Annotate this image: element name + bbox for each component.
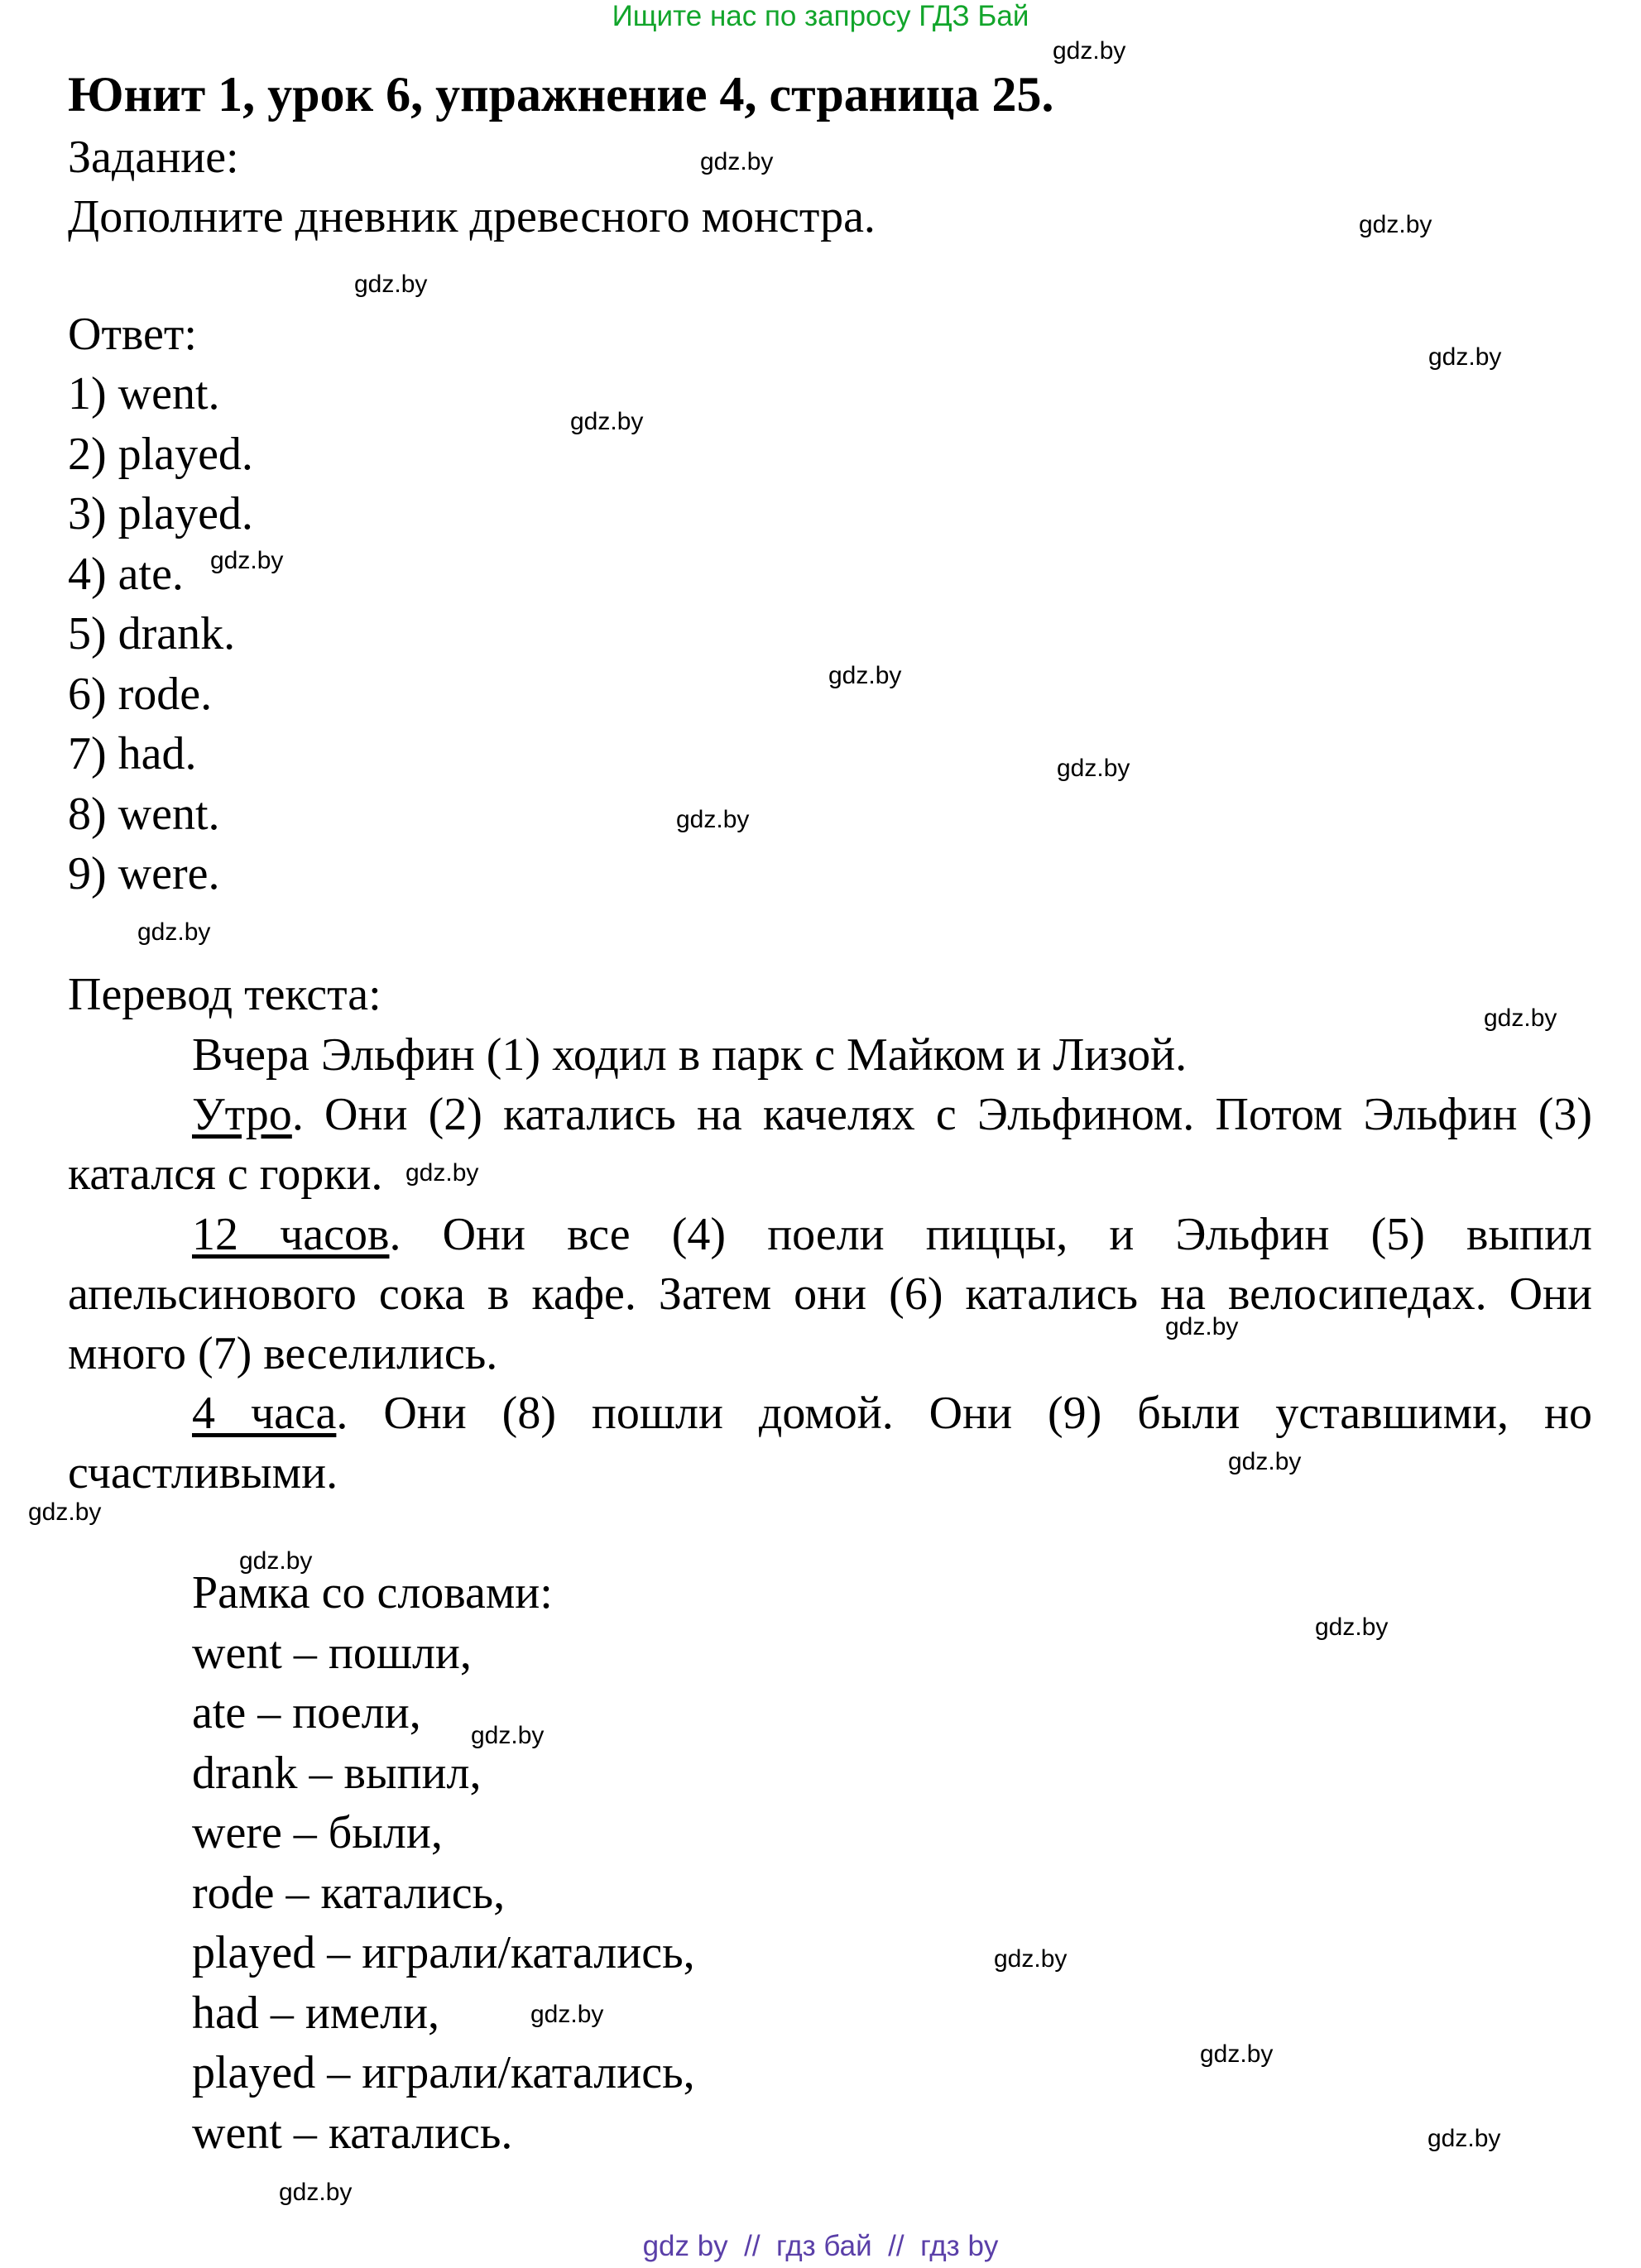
watermark: gdz.by	[1228, 1448, 1302, 1475]
translation-paragraph-2	[68, 1085, 1592, 1204]
watermark: gdz.by	[210, 547, 284, 574]
answer-item: 7) had.	[68, 728, 197, 779]
task-label: Задание:	[68, 132, 239, 183]
wordbox-label: Рамка со словами:	[192, 1567, 553, 1618]
watermark: gdz.by	[137, 918, 211, 946]
watermark: gdz.by	[1053, 37, 1126, 65]
watermark: gdz.by	[994, 1945, 1068, 1973]
watermark: gdz.by	[239, 1547, 313, 1575]
footer-separator: //	[888, 2230, 904, 2262]
watermark: gdz.by	[1428, 343, 1502, 371]
watermark: gdz.by	[1359, 211, 1432, 238]
watermark: gdz.by	[1165, 1313, 1239, 1340]
watermark: gdz.by	[1427, 2125, 1501, 2152]
translation-paragraph-3	[68, 1205, 1592, 1383]
answer-item: 3) played.	[68, 488, 253, 539]
wordbox-item: rode – катались,	[192, 1868, 506, 1919]
watermark: gdz.by	[471, 1722, 545, 1749]
wordbox-item: ate – поели,	[192, 1687, 421, 1738]
wordbox-item: were – были,	[192, 1807, 443, 1858]
translation-paragraph-4	[68, 1383, 1592, 1503]
time-noon: 12 часов	[192, 1209, 390, 1260]
watermark: gdz.by	[354, 271, 428, 298]
answer-item: 4) ate.	[68, 549, 184, 600]
watermark: gdz.by	[1315, 1613, 1389, 1641]
watermark: gdz.by	[700, 148, 774, 175]
watermark: gdz.by	[530, 2001, 604, 2028]
watermark: gdz.by	[828, 662, 902, 689]
watermark: gdz.by	[1057, 755, 1130, 782]
answer-item: 1) went.	[68, 368, 220, 420]
watermark: gdz.by	[570, 408, 644, 435]
time-four: 4 часа	[192, 1388, 337, 1439]
wordbox-item: played – играли/катались,	[192, 2047, 695, 2098]
wordbox-item: drank – выпил,	[192, 1748, 482, 1799]
paragraph-text: . Они (2) катались на качелях с Эльфином. Потом Эльфин (3) катался с горки.	[68, 1089, 1592, 1200]
paragraph-text: . Они (8) пошли домой. Они (9) были уставшими, но счастливыми.	[68, 1388, 1592, 1498]
wordbox-item: played – играли/катались,	[192, 1927, 695, 1978]
footer-link-gdz-by[interactable]: gdz by	[642, 2230, 728, 2262]
watermark: gdz.by	[1484, 1005, 1557, 1032]
footer-link-gdz-bai[interactable]: гдз бай	[776, 2230, 872, 2262]
footer	[0, 2230, 1641, 2263]
footer-link-gdz-by-cyr[interactable]: гдз by	[920, 2230, 999, 2262]
wordbox-item: went – катались.	[192, 2107, 513, 2159]
page-title: Юнит 1, урок 6, упражнение 4, страница 25.	[68, 67, 1054, 122]
wordbox-item: went – пошли,	[192, 1628, 472, 1679]
footer-separator: //	[744, 2230, 761, 2262]
translation-paragraph-1: Вчера Эльфин (1) ходил в парк с Майком и Лизой.	[192, 1029, 1188, 1081]
answer-item: 2) played.	[68, 429, 253, 480]
task-text: Дополните дневник древесного монстра.	[68, 191, 876, 242]
answer-item: 6) rode.	[68, 669, 213, 720]
top-banner[interactable]: Ищите нас по запросу ГДЗ Бай	[612, 0, 1029, 32]
watermark: gdz.by	[676, 806, 750, 833]
watermark: gdz.by	[405, 1159, 479, 1187]
answer-item: 9) were.	[68, 848, 220, 899]
watermark: gdz.by	[28, 1498, 102, 1526]
watermark: gdz.by	[1200, 2040, 1274, 2068]
answer-label: Ответ:	[68, 309, 197, 360]
translation-label: Перевод текста:	[68, 969, 381, 1020]
paragraph-text: . Они все (4) поели пиццы, и Эльфин (5) выпил апельсинового сока в кафе. Затем они (6) катались на велосипедах. Они много (7) веселились.	[68, 1209, 1592, 1379]
answer-item: 5) drank.	[68, 608, 236, 659]
answer-item: 8) went.	[68, 789, 220, 840]
wordbox-item: had – имели,	[192, 1987, 440, 2039]
time-morning: Утро	[192, 1089, 292, 1140]
watermark: gdz.by	[279, 2179, 353, 2206]
